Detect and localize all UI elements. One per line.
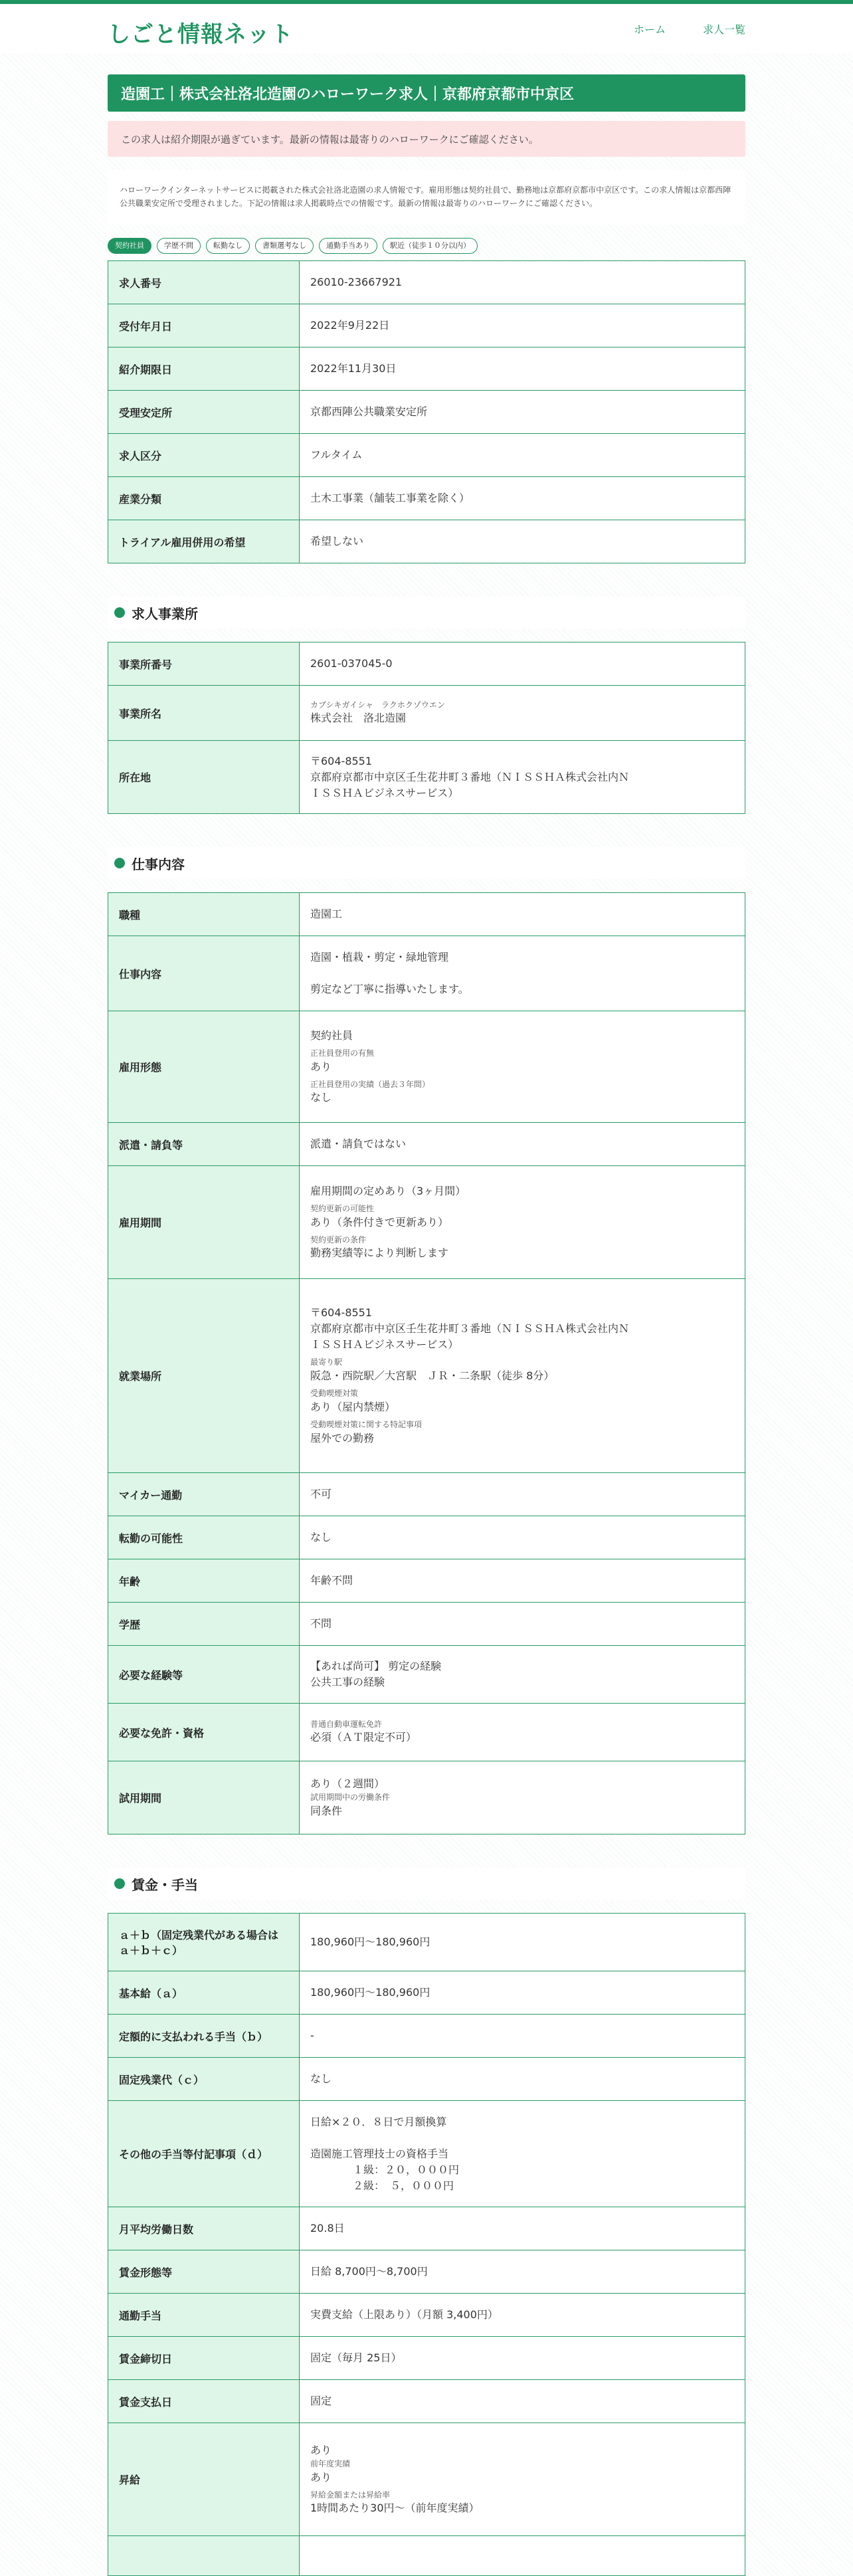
field-value: 日給 8,700円〜8,700円 bbox=[300, 2250, 745, 2294]
table-key: 事業所名 bbox=[108, 686, 300, 741]
table-key: 就業場所 bbox=[108, 1279, 300, 1473]
field-sublabel: 契約更新の条件 bbox=[310, 1235, 367, 1244]
table-key: マイカー通勤 bbox=[108, 1473, 300, 1516]
table-key: 必要な経験等 bbox=[108, 1646, 300, 1704]
dispatch: 派遣・請負ではない bbox=[300, 1123, 745, 1166]
field-sublabel: 普通自動車運転免許 bbox=[310, 1719, 383, 1729]
field-value: なし bbox=[300, 1516, 745, 1559]
section-heading-wage bbox=[108, 1868, 745, 1900]
table-value: 京都西陣公共職業安定所 bbox=[300, 391, 745, 434]
field-value: 実費支給（上限あり）（月額 3,400円） bbox=[300, 2294, 745, 2337]
table-key: 賃金締切日 bbox=[108, 2337, 300, 2380]
table-key: 賃金支払日 bbox=[108, 2380, 300, 2423]
table-key: その他の手当等付記事項（ｄ） bbox=[108, 2101, 300, 2207]
site-logo[interactable]: しごと情報ネット bbox=[108, 21, 294, 48]
field-value: 180,960円〜180,960円 bbox=[300, 1914, 745, 1971]
employment-type: 契約社員 bbox=[310, 1029, 353, 1042]
table-key: 年齢 bbox=[108, 1559, 300, 1603]
field-sublabel: 試用期間中の労働条件 bbox=[310, 1793, 391, 1803]
table-key: 産業分類 bbox=[108, 477, 300, 520]
table-key: 試用期間 bbox=[108, 1761, 300, 1834]
field-value: 180,960円〜180,960円 bbox=[300, 1971, 745, 2015]
table-key: 事業所番号 bbox=[108, 643, 300, 686]
table-key: 必要な免許・資格 bbox=[108, 1704, 300, 1761]
field-value: 固定（毎月 25日） bbox=[300, 2337, 745, 2380]
field-value: 必須（ＡＴ限定不可） bbox=[310, 1731, 417, 1744]
table-key bbox=[108, 2536, 300, 2576]
job-title: 造園工 bbox=[300, 893, 745, 936]
nav-job-list-link[interactable]: 求人一覧 bbox=[702, 23, 745, 36]
field-value: あり bbox=[310, 2443, 332, 2456]
field-value: 同条件 bbox=[310, 1804, 343, 1817]
table-key: 月平均労働日数 bbox=[108, 2207, 300, 2250]
table-key: 派遣・請負等 bbox=[108, 1123, 300, 1166]
field-sublabel: 最寄り駅 bbox=[310, 1357, 343, 1367]
field-value: 不可 bbox=[300, 1473, 745, 1516]
work-place-address: 〒604-8551 京都府京都市中京区壬生花井町３番地（ＮＩＳＳＨＡ株式会社内Ｎ ＩＳＳＨＡビジネスサービス） bbox=[310, 1306, 630, 1351]
field-value: 【あれば尚可】 剪定の経験 公共工事の経験 bbox=[300, 1646, 745, 1704]
tag-no-screening: 書類選考なし bbox=[255, 238, 314, 254]
section-heading-job bbox=[108, 847, 745, 879]
main-content bbox=[108, 74, 745, 2576]
table-key: 定額的に支払われる手当（ｂ） bbox=[108, 2015, 300, 2058]
field-sublabel: 受動喫煙対策 bbox=[310, 1389, 359, 1399]
table-value: 26010-23667921 bbox=[300, 261, 745, 304]
field-sublabel: 正社員登用の有無 bbox=[310, 1048, 375, 1058]
field-value: あり（屋内禁煙） bbox=[310, 1400, 396, 1413]
job-notice: ハローワークインターネットサービスに掲載された株式会社洛北造園の求人情報です。雇用形態は契約社員で、勤務地は京都府京都市中京区です。この求人情報は京都西陣公共職業安定所で受理されました。下記の情報は求人掲載時点での情報です。最新の情報は最寄りのハローワークにご確認ください。 bbox=[108, 170, 745, 225]
table-key: 受付年月日 bbox=[108, 304, 300, 347]
field-value: あり（条件付きで更新あり） bbox=[310, 1215, 449, 1229]
table-key: 雇用形態 bbox=[108, 1011, 300, 1123]
table-value: 希望しない bbox=[300, 520, 745, 563]
company-table bbox=[108, 642, 745, 814]
table-key: 基本給（ａ） bbox=[108, 1971, 300, 2015]
bullet-icon bbox=[114, 858, 125, 868]
table-key: トライアル雇用併用の希望 bbox=[108, 520, 300, 563]
field-sublabel: 前年度実績 bbox=[310, 2458, 351, 2468]
table-key: 通勤手当 bbox=[108, 2294, 300, 2337]
section-heading-company bbox=[108, 597, 745, 629]
table-key: 所在地 bbox=[108, 741, 300, 814]
bullet-icon bbox=[114, 1878, 125, 1889]
field-value: 固定 bbox=[300, 2380, 745, 2423]
field-value: 1時間あたり30円〜（前年度実績） bbox=[310, 2502, 480, 2515]
field-sublabel: 契約更新の可能性 bbox=[310, 1203, 375, 1213]
employment-period: 雇用期間の定めあり（3ヶ月間） bbox=[310, 1184, 466, 1197]
table-key: 転勤の可能性 bbox=[108, 1516, 300, 1559]
field-value: 屋外での勤務 bbox=[310, 1431, 375, 1444]
table-value: 土木工事業（舗装工事業を除く） bbox=[300, 477, 745, 520]
company-name: 株式会社 洛北造園 bbox=[310, 712, 407, 725]
table-value: 2022年11月30日 bbox=[300, 347, 745, 391]
field-value: なし bbox=[310, 1091, 332, 1104]
tag-no-transfer: 転勤なし bbox=[206, 238, 250, 254]
table-key: 紹介期限日 bbox=[108, 347, 300, 391]
section-title: 賃金・手当 bbox=[132, 1876, 198, 1893]
field-sublabel: 受動喫煙対策に関する特記事項 bbox=[310, 1419, 423, 1429]
table-key: 仕事内容 bbox=[108, 936, 300, 1011]
table-key: 求人区分 bbox=[108, 434, 300, 477]
section-title: 求人事業所 bbox=[132, 605, 198, 622]
company-name-kana: カブシキガイシャ ラクホクゾウエン bbox=[310, 700, 445, 710]
table-key: 昇給 bbox=[108, 2423, 300, 2536]
company-address: 〒604-8551 京都府京都市中京区壬生花井町３番地（ＮＩＳＳＨＡ株式会社内Ｎ ＩＳＳＨＡビジネスサービス） bbox=[300, 741, 745, 814]
field-value: あり（２週間） bbox=[310, 1777, 385, 1791]
bullet-icon bbox=[114, 607, 125, 618]
field-value: 不問 bbox=[300, 1603, 745, 1646]
page-title: 造園工｜株式会社洛北造園のハローワーク求人｜京都府京都市中京区 bbox=[108, 74, 745, 112]
table-key: 職種 bbox=[108, 893, 300, 936]
table-key: 学歴 bbox=[108, 1603, 300, 1646]
site-header bbox=[0, 0, 853, 53]
field-value: 勤務実績等により判断します bbox=[310, 1246, 449, 1260]
field-value: なし bbox=[300, 2058, 745, 2101]
tag-education: 学歴不問 bbox=[157, 238, 201, 254]
field-value: - bbox=[300, 2015, 745, 2058]
table-key: 受理安定所 bbox=[108, 391, 300, 434]
section-title: 仕事内容 bbox=[132, 856, 185, 872]
table-value bbox=[300, 2536, 745, 2576]
company-number: 2601-037045-0 bbox=[300, 643, 745, 686]
tag-commute: 通勤手当あり bbox=[319, 238, 377, 254]
table-key: 雇用期間 bbox=[108, 1166, 300, 1279]
table-value: フルタイム bbox=[300, 434, 745, 477]
table-key: 固定残業代（ｃ） bbox=[108, 2058, 300, 2101]
tag-station: 駅近（徒歩１０分以内） bbox=[383, 238, 478, 254]
field-value: あり bbox=[310, 2470, 332, 2484]
table-value: 2022年9月22日 bbox=[300, 304, 745, 347]
tag-list bbox=[108, 238, 745, 254]
nearest-station: 阪急・西院駅／大宮駅 ＪＲ・二条駅（徒歩 8分） bbox=[310, 1369, 555, 1383]
job-content: 造園・植栽・剪定・緑地管理 剪定など丁寧に指導いたします。 bbox=[300, 936, 745, 1011]
wage-table bbox=[108, 1913, 745, 2576]
job-table bbox=[108, 892, 745, 1834]
nav-home-link[interactable]: ホーム bbox=[633, 23, 666, 36]
field-value: 年齢不問 bbox=[300, 1559, 745, 1603]
table-key: ａ＋ｂ（固定残業代がある場合は ａ＋ｂ＋ｃ） bbox=[108, 1914, 300, 1971]
field-sublabel: 昇給金額または昇給率 bbox=[310, 2490, 391, 2500]
table-key: 賃金形態等 bbox=[108, 2250, 300, 2294]
global-nav bbox=[634, 21, 745, 37]
field-value: あり bbox=[310, 1060, 332, 1073]
table-key: 求人番号 bbox=[108, 261, 300, 304]
tag-contract: 契約社員 bbox=[108, 238, 151, 254]
field-sublabel: 正社員登用の実績（過去３年間） bbox=[310, 1079, 430, 1089]
expired-alert: この求人は紹介期限が過ぎています。最新の情報は最寄りのハローワークにご確認ください。 bbox=[108, 121, 745, 157]
field-value: 日給×２０．８日で月額換算 造園施工管理技士の資格手当 １級：２０，０００円 ２級： ５，０００円 bbox=[300, 2101, 745, 2207]
basic-info-table bbox=[108, 260, 745, 563]
field-value: 20.8日 bbox=[300, 2207, 745, 2250]
